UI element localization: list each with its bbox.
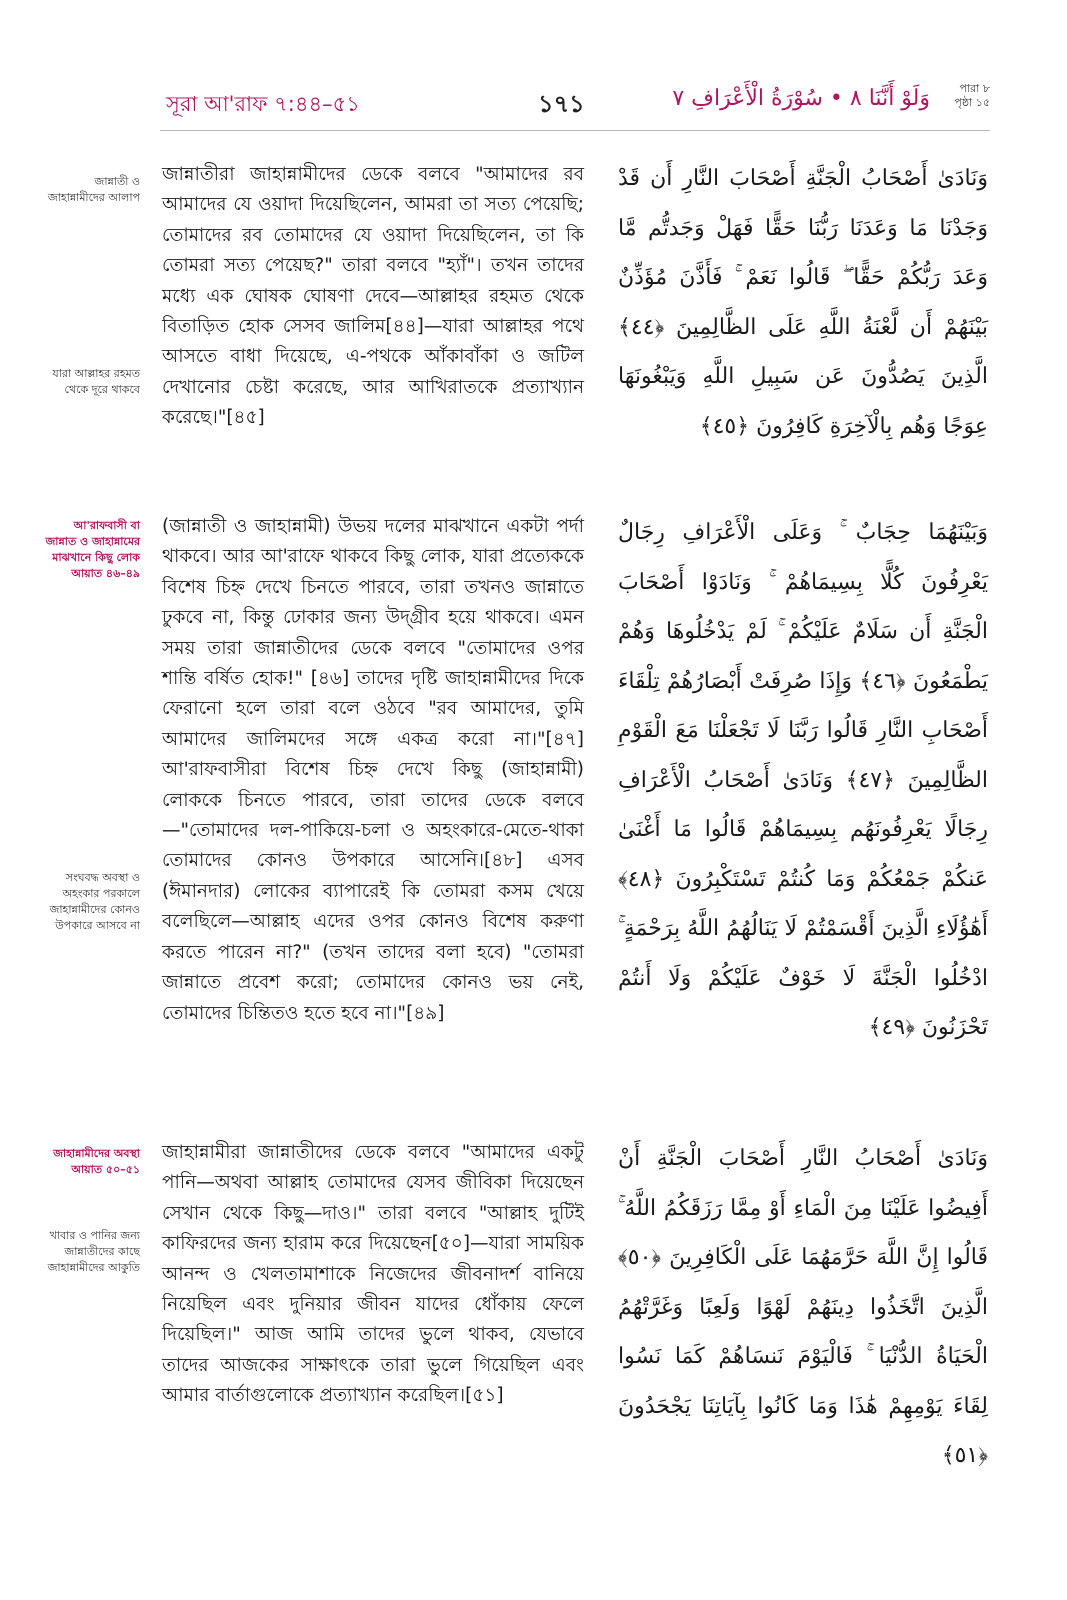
page-label: পৃষ্ঠা ১৫ (954, 96, 990, 109)
side-note: যারা আল্লাহর রহমত থেকে দূরে থাকবে (52, 367, 140, 396)
bangla-translation: (জান্নাতী ও জাহান্নামী) উভয় দলের মাঝখানে একটা পর্দা থাকবে। আর আ'রাফে থাকবে কিছু লোক, যারা প্রত্যেককে বিশেষ চিহ্ন দেখে চিনতে পারবে, তারা তখনও জান্নাতে ঢুকবে না, কিন্তু ঢোকার জন্য উদ্গ্রীব হয়ে থাকবে। এমন সময় তারা জান্নাতীদের ডেকে বলবে "তোমাদের ওপর শান্তি বর্ষিত হোক!" [৪৬] তাদের দৃষ্টি জাহান্নামীদের দিকে ফেরানো হলে তারা বলে ওঠবে "রব আমাদের, তুমি আমাদের জালিমদের সঙ্গে একত্র করো না।"[৪৭] আ'রাফবাসীরা বিশেষ চিহ্ন দেখে কিছু (জাহান্নামী) লোককে চিনতে পারবে, তারা তাদের ডেকে বলবে—"তোমাদের দল-পাকিয়ে-চলা ও অহংকারে-মেতে-থাকা তোমাদের কোনও উপকারে আসেনি।[৪৮] এসব (ঈমানদার) লোকের ব্যাপারেই কি তোমরা কসম খেয়ে বলেছিলে—আল্লাহ এদের ওপর কোনও বিশেষ করুণা করতে পারেন না?" (তখন তাদের বলা হবে) "তোমরা জান্নাতে প্রবেশ করো; তোমাদের কোনও ভয় নেই, তোমাদের চিন্তিতও হতে হবে না।"[৪৯] (162, 516, 584, 1024)
bangla-translation: জান্নাতীরা জাহান্নামীদের ডেকে বলবে "আমাদের রব আমাদের যে ওয়াদা দিয়েছিলেন, আমরা তা সত্য পেয়েছি; তোমাদের রব তোমাদের যে ওয়াদা দিয়েছিলেন, তা কি তোমরা সত্য পেয়েছ?" তারা বলবে "হ্যাঁ"। তখন তাদের মধ্যে এক ঘোষক ঘোষণা দেবে—আল্লাহর রহমত থেকে বিতাড়িত হোক সেসব জালিম[৪৪]—যারা আল্লাহর পথে আসতে বাধা দিয়েছে, এ-পথকে আঁকাবাঁকা ও জটিল দেখানোর চেষ্টা করেছে, আর আখিরাতকে প্রত্যাখ্যান করেছে।"[৪৫] (162, 164, 584, 429)
page-number: ১৭১ (538, 90, 585, 118)
side-note-topic: আ'রাফবাসী বা জান্নাত ও জাহান্নামের মাঝখানে কিছু লোক আয়াত ৪৬–৪৯ (45, 519, 140, 580)
surah-reference: সূরা আ'রাফ ৭:৪৪–৫১ (166, 92, 360, 116)
arabic-verse-text: وَبَيْنَهُمَا حِجَابٌ ۚ وَعَلَى الْأَعْرَافِ رِجَالٌ يَعْرِفُونَ كُلًّا بِسِيمَاهُمْ ۚ وَنَادَوْا أَصْحَابَ الْجَنَّةِ أَن سَلَامٌ عَلَيْكُمْ ۚ لَمْ يَدْخُلُوهَا وَهُمْ يَطْمَعُونَ ﴿٤٦﴾ وَإِذَا صُرِفَتْ أَبْصَارُهُمْ تِلْقَاءَ أَصْحَابِ النَّارِ قَالُوا رَبَّنَا لَا تَجْعَلْنَا مَعَ الْقَوْمِ الظَّالِمِينَ ﴿٤٧﴾ وَنَادَىٰ أَصْحَابُ الْأَعْرَافِ رِجَالًا يَعْرِفُونَهُم بِسِيمَاهُمْ قَالُوا مَا أَغْنَىٰ عَنكُمْ جَمْعُكُمْ وَمَا كُنتُمْ تَسْتَكْبِرُونَ ﴿٤٨﴾ أَهَٰؤُلَاءِ الَّذِينَ أَقْسَمْتُمْ لَا يَنَالُهُمُ اللَّهُ بِرَحْمَةٍ ۚ ادْخُلُوا الْجَنَّةَ لَا خَوْفٌ عَلَيْكُمْ وَلَا أَنتُمْ تَحْزَنُونَ ﴿٤٩﴾ (618, 520, 989, 1040)
side-note: সংঘবদ্ধ অবস্থা ও অহংকার পরকালে জাহান্নামীদের কোনও উপকারে আসবে না (49, 871, 140, 932)
header-divider (160, 130, 990, 131)
arabic-verse-text: وَنَادَىٰ أَصْحَابُ النَّارِ أَصْحَابَ الْجَنَّةِ أَنْ أَفِيضُوا عَلَيْنَا مِنَ الْمَاءِ أَوْ مِمَّا رَزَقَكُمُ اللَّهُ ۚ قَالُوا إِنَّ اللَّهَ حَرَّمَهُمَا عَلَى الْكَافِرِينَ ﴿٥٠﴾ الَّذِينَ اتَّخَذُوا دِينَهُمْ لَهْوًا وَلَعِبًا وَغَرَّتْهُمُ الْحَيَاةُ الدُّنْيَا ۚ فَالْيَوْمَ نَنسَاهُمْ كَمَا نَسُوا لِقَاءَ يَوْمِهِمْ هَٰذَا وَمَا كَانُوا بِآيَاتِنَا يَجْحَدُونَ ﴿٥١﴾ (618, 1146, 988, 1468)
bangla-translation: জাহান্নামীরা জান্নাতীদের ডেকে বলবে "আমাদের একটু পানি—অথবা আল্লাহ তোমাদের যেসব জীবিকা দিয়েছেন সেখান থেকে কিছু—দাও।" তারা বলবে "আল্লাহ দুটিই কাফিরদের জন্য হারাম করে দিয়েছেন[৫০]—যারা সাময়িক আনন্দ ও খেলতামাশাকে নিজেদের জীবনাদর্শ বানিয়ে নিয়েছিল এবং দুনিয়ার জীবন যাদের ধোঁকায় ফেলে দিয়েছিল।" আজ আমি তাদের ভুলে থাকব, যেভাবে তাদের আজকের সাক্ষাৎকে তারা ভুলে গিয়েছিল এবং আমার বার্তাগুলোকে প্রত্যাখ্যান করেছিল।[৫১] (162, 1142, 584, 1407)
para-page-meta (954, 82, 990, 110)
para-label: পারা ৮ (959, 82, 990, 95)
side-note-topic: জাহান্নামীদের অবস্থা আয়াত ৫০–৫১ (53, 1147, 140, 1176)
side-note: খাবার ও পানির জন্য জান্নাতীদের কাছে জাহান্নামীদের আকুতি (47, 1229, 140, 1274)
arabic-surah-title: وَلَوْ أَنَّنَا ٨ • سُوْرَةُ الْأَعْرَافِ ٧ (672, 86, 930, 111)
arabic-verse-text: وَنَادَىٰ أَصْحَابُ الْجَنَّةِ أَصْحَابَ النَّارِ أَن قَدْ وَجَدْنَا مَا وَعَدَنَا رَبُّنَا حَقًّا فَهَلْ وَجَدتُّم مَّا وَعَدَ رَبُّكُمْ حَقًّا ۖ قَالُوا نَعَمْ ۚ فَأَذَّنَ مُؤَذِّنٌ بَيْنَهُمْ أَن لَّعْنَةُ اللَّهِ عَلَى الظَّالِمِينَ ﴿٤٤﴾ الَّذِينَ يَصُدُّونَ عَن سَبِيلِ اللَّهِ وَيَبْغُونَهَا عِوَجًا وَهُم بِالْآخِرَةِ كَافِرُونَ ﴿٤٥﴾ (618, 166, 988, 439)
side-note: জান্নাতী ও জাহান্নামীদের আলাপ (47, 175, 140, 204)
page-header (160, 82, 990, 126)
